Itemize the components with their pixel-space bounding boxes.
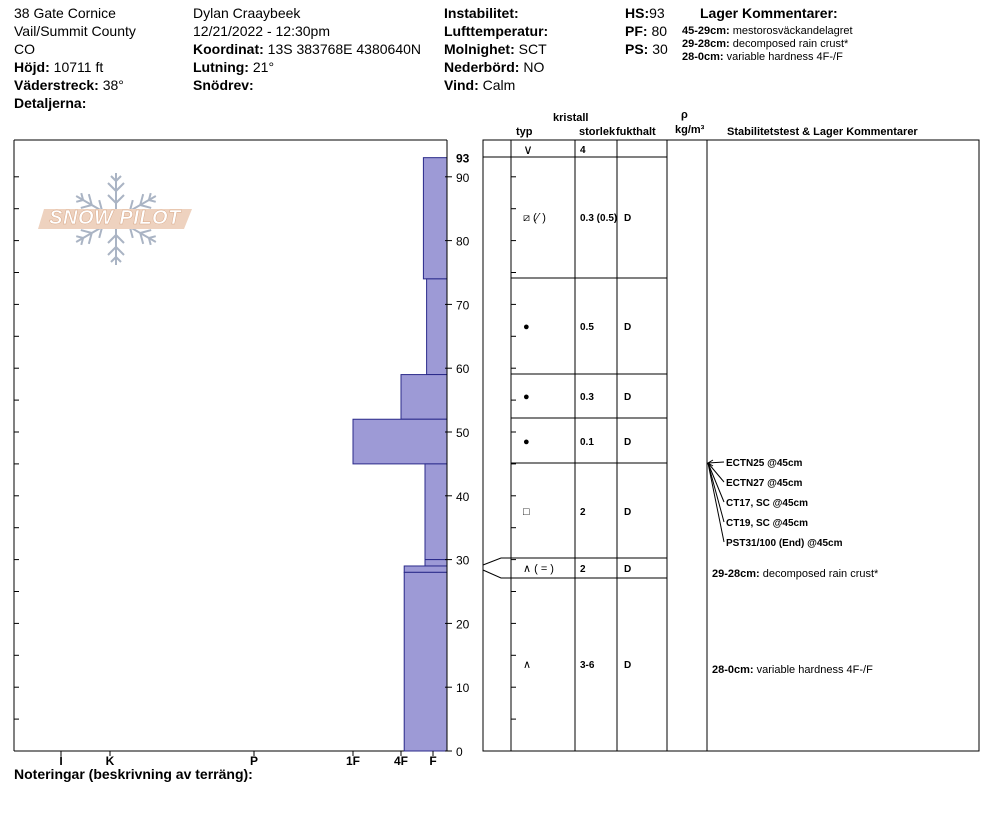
coordinate: Koordinat: 13S 383768E 4380640N bbox=[193, 41, 422, 57]
hardness-label: 1F bbox=[345, 754, 361, 768]
cloud-cover: Molnighet: SCT bbox=[444, 41, 547, 57]
hardness-bar bbox=[425, 560, 447, 566]
hardness-label: K bbox=[105, 754, 115, 768]
grain-size: 3-6 bbox=[580, 660, 595, 671]
surface-grain-icon: ∨ bbox=[523, 142, 533, 157]
grain-type-icon: □ bbox=[523, 506, 530, 518]
stability-arrow bbox=[708, 463, 724, 522]
terrain-notes-label: Noteringar (beskrivning av terräng): bbox=[14, 766, 253, 782]
aspect: Väderstreck: 38° bbox=[14, 77, 124, 93]
moisture: D bbox=[624, 213, 632, 224]
height-tick-label: 90 bbox=[456, 170, 470, 185]
grain-type-icon: ● bbox=[523, 436, 530, 448]
layer-comment: 45-29cm: mestorosväckandelagret bbox=[682, 25, 853, 37]
grain-size: 0.5 bbox=[580, 322, 594, 333]
hardness-bar bbox=[423, 158, 447, 279]
stability-test-label: CT19, SC @45cm bbox=[726, 518, 809, 529]
elevation: Höjd: 10711 ft bbox=[14, 59, 104, 75]
typ-header: typ bbox=[516, 126, 533, 138]
instability-label: Instabilitet: bbox=[444, 5, 519, 21]
stability-arrow bbox=[708, 463, 724, 542]
precipitation: Nederbörd: NO bbox=[444, 59, 545, 75]
density-unit-header: kg/m³ bbox=[675, 124, 705, 136]
arrow-head-icon bbox=[708, 460, 713, 466]
grain-type-icon: ∧ ( = ) bbox=[523, 563, 554, 575]
height-tick-label: 60 bbox=[456, 362, 470, 377]
location-name: 38 Gate Cornice bbox=[14, 5, 116, 21]
hardness-bar bbox=[353, 419, 447, 464]
snow-pilot-logo bbox=[36, 168, 196, 270]
hardness-bar bbox=[427, 279, 447, 375]
storlek-header: storlek bbox=[579, 126, 616, 138]
moisture: D bbox=[624, 437, 632, 448]
moisture: D bbox=[624, 507, 632, 518]
height-tick-label: 50 bbox=[456, 426, 470, 440]
height-tick-label: 80 bbox=[456, 234, 470, 249]
hardness-label: P bbox=[249, 754, 259, 768]
grain-size: 0.1 bbox=[580, 437, 594, 448]
grain-type-icon: ● bbox=[523, 391, 530, 403]
moisture: D bbox=[624, 564, 632, 575]
ps-value: PS: 30 bbox=[625, 41, 668, 57]
hardness-bar bbox=[425, 464, 447, 560]
stability-arrow bbox=[708, 463, 724, 482]
layer-note: 29-28cm: decomposed rain crust* bbox=[712, 568, 879, 580]
rho-header: ρ bbox=[681, 109, 688, 121]
air-temp-label: Lufttemperatur: bbox=[444, 23, 549, 39]
layer-note: 28-0cm: variable hardness 4F-/F bbox=[712, 664, 873, 676]
height-tick-label: 20 bbox=[456, 617, 470, 632]
kristall-header: kristall bbox=[553, 112, 589, 124]
hardness-bar bbox=[404, 566, 447, 572]
height-tick-label: 0 bbox=[456, 745, 463, 759]
grain-type-icon: ⧄ (⁄˙) bbox=[523, 212, 546, 224]
height-tick-label: 70 bbox=[456, 298, 470, 313]
surface-grain-size: 4 bbox=[580, 145, 586, 156]
hardness-bar bbox=[404, 572, 447, 751]
fukthalt-header: fukthalt bbox=[616, 126, 656, 138]
hardness-bar bbox=[401, 375, 447, 420]
moisture: D bbox=[624, 660, 632, 671]
grain-size: 2 bbox=[580, 564, 586, 575]
moisture: D bbox=[624, 392, 632, 403]
stability-arrow bbox=[708, 463, 724, 502]
stability-test-label: PST31/100 (End) @45cm bbox=[726, 538, 843, 549]
state-name: CO bbox=[14, 41, 35, 57]
height-tick-label: 40 bbox=[456, 489, 470, 504]
grain-size: 2 bbox=[580, 507, 586, 518]
drift-label: Snödrev: bbox=[193, 77, 254, 93]
grain-size: 0.3 bbox=[580, 392, 594, 403]
hs-value: HS:93 bbox=[625, 5, 665, 21]
grain-size: 0.3 (0.5) bbox=[580, 213, 618, 224]
height-tick-label: 30 bbox=[456, 553, 470, 568]
layer-comments-title: Lager Kommentarer: bbox=[700, 5, 838, 21]
layer-comment: 29-28cm: decomposed rain crust* bbox=[682, 38, 849, 50]
details-label: Detaljerna: bbox=[14, 95, 87, 111]
stability-test-label: ECTN27 @45cm bbox=[726, 478, 803, 489]
logo-text: SNOW PILOT bbox=[49, 207, 181, 229]
wind: Vind: Calm bbox=[444, 77, 516, 93]
hardness-label: I bbox=[59, 754, 63, 768]
observer: Dylan Craaybeek bbox=[193, 5, 301, 21]
layer-comment: 28-0cm: variable hardness 4F-/F bbox=[682, 51, 843, 63]
grain-type-icon: ● bbox=[523, 321, 530, 333]
hardness-label: F bbox=[429, 754, 437, 768]
stability-test-label: CT17, SC @45cm bbox=[726, 498, 809, 509]
height-top-label: 93 bbox=[456, 151, 470, 166]
crust-connector bbox=[483, 570, 511, 578]
stability-arrow bbox=[708, 462, 724, 463]
height-tick-label: 10 bbox=[456, 681, 470, 696]
moisture: D bbox=[624, 322, 632, 333]
table-frame bbox=[483, 140, 979, 751]
grain-type-icon: ∧ bbox=[523, 659, 532, 671]
crust-connector bbox=[483, 558, 511, 565]
slope: Lutning: 21° bbox=[193, 59, 275, 75]
hardness-label: 4F bbox=[393, 754, 409, 768]
pf-value: PF: 80 bbox=[625, 23, 668, 39]
stability-test-label: ECTN25 @45cm bbox=[726, 458, 803, 469]
datetime: 12/21/2022 - 12:30pm bbox=[193, 23, 330, 39]
stability-header: Stabilitetstest & Lager Kommentarer bbox=[727, 126, 918, 138]
region-name: Vail/Summit County bbox=[14, 23, 136, 39]
